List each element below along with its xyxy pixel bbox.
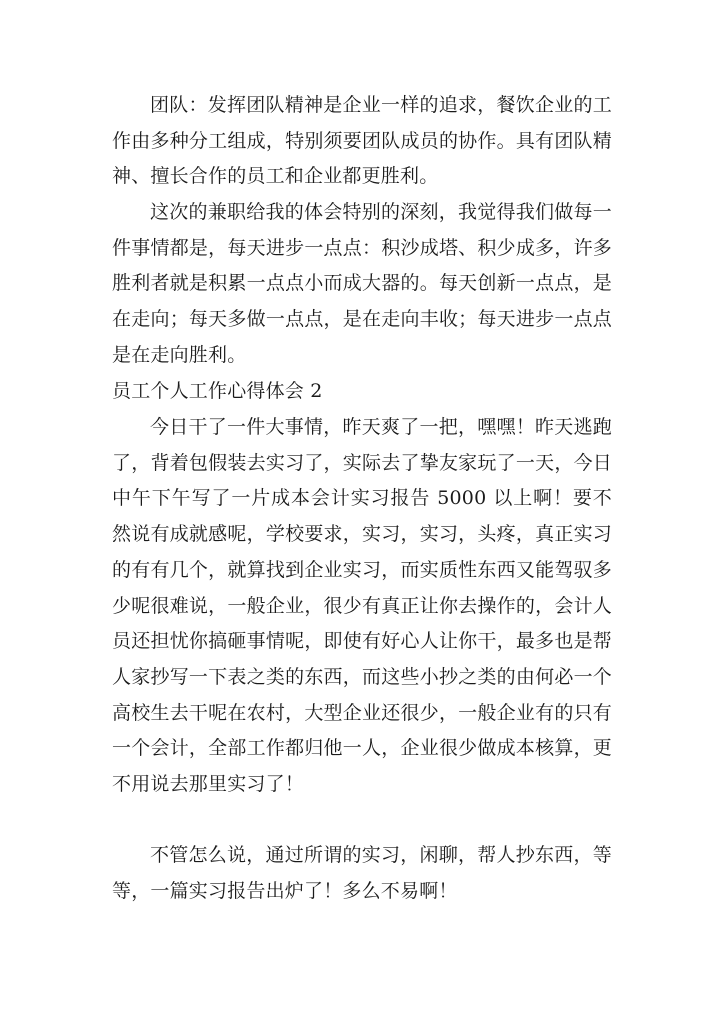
section-heading: 员工个人工作心得体会 2 [112,380,323,402]
paragraph-teamwork: 团队：发挥团队精神是企业一样的追求，餐饮企业的工作由多种分工组成，特别须要团队成员的协作。具有团队精神、擅长合作的员工和企业都更胜利。 [112,94,612,188]
paragraph-report-conclusion: 不管怎么说，通过所谓的实习，闲聊，帮人抄东西，等等，一篇实习报告出炉了！多么不易啊！ [112,844,612,902]
paragraph-internship-story: 今日干了一件大事情，昨天爽了一把，嘿嘿！昨天逃跑了，背着包假装去实习了，实际去了挚友家玩了一天，今日中午下午写了一片成本会计实习报告 5000 以上啊！要不然说有成就感呢，学校要求，实习，实习，头疼，真正实习的有有几个，就算找到企业实习，而实质性东西又能驾驭多少呢很难说，一般企业，很少有真正让你去操作的，会计人员还担忧你搞砸事情呢，即使有好心人让你干，最多也是帮人家抄写一下表之类的东西，而这些小抄之类的由何必一个高校生去干呢在农村，大型企业还很少，一般企业有的只有一个会计，全部工作都归他一人，企业很少做成本核算，更不用说去那里实习了！ [112,416,612,796]
paragraph-part-time-reflection: 这次的兼职给我的体会特别的深刻，我觉得我们做每一件事情都是，每天进步一点点：积沙成塔、积少成多，许多胜利者就是积累一点点小而成大器的。每天创新一点点，是在走向；每天多做一点点，是在走向丰收；每天进步一点点是在走向胜利。 [112,201,612,366]
